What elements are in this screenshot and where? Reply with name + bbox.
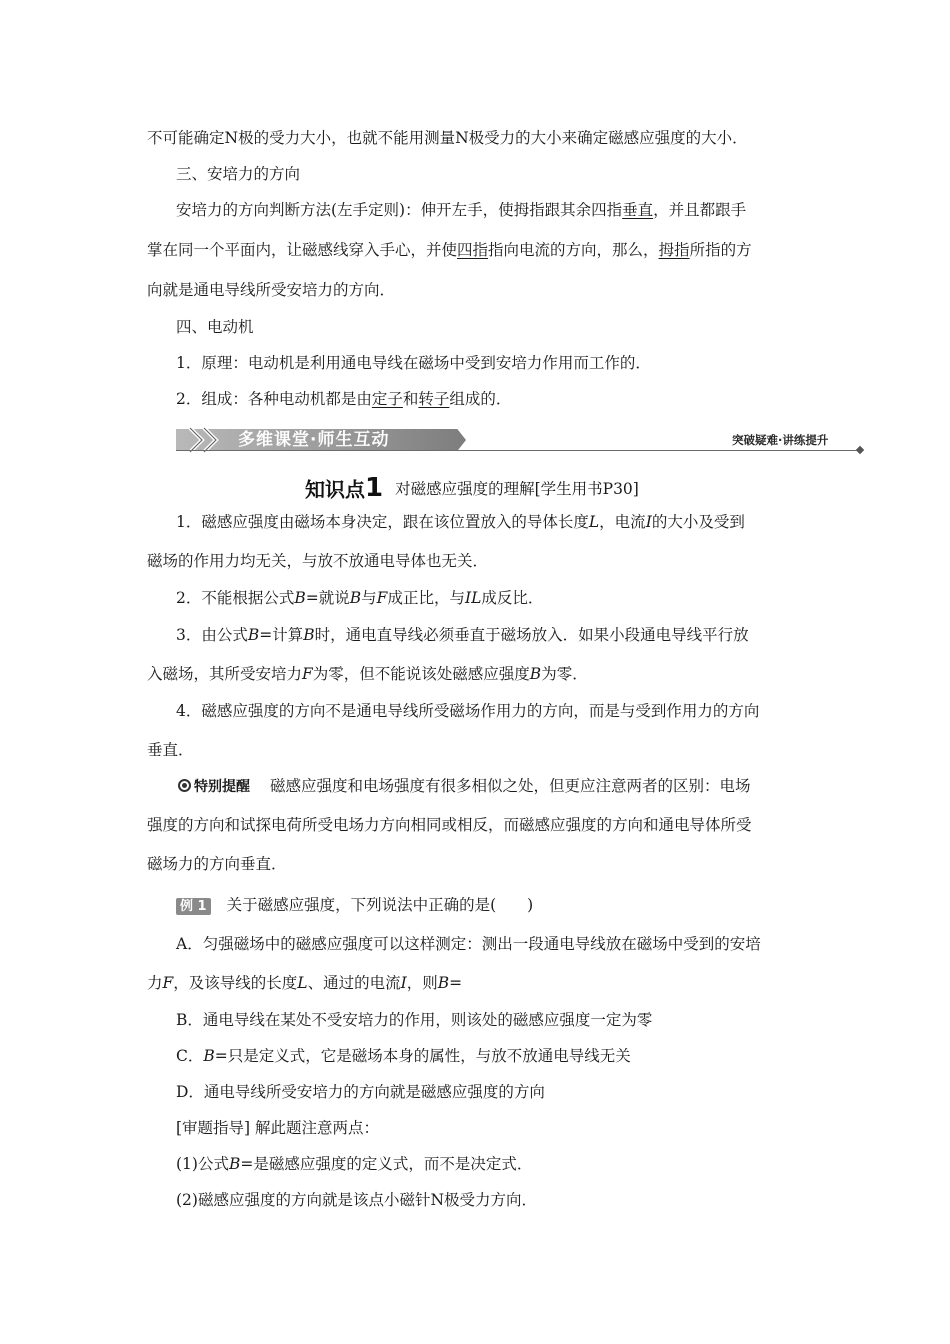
variable: B (228, 1155, 241, 1173)
text: 力 (147, 974, 163, 992)
text: 4．磁感应强度的方向不是通电导线所受磁场作用力的方向，而是与受到作用力的方向 (176, 702, 760, 720)
underlined-answer: 四指 (457, 241, 489, 259)
paragraph-line (0, 815, 950, 835)
text: 3．由公式 (176, 626, 248, 644)
guide-point (0, 1190, 950, 1210)
variable: B (349, 589, 362, 607)
option-b (0, 1010, 950, 1030)
text: 关于磁感应强度，下列说法中正确的是( ) (226, 896, 534, 914)
text: 磁场力的方向垂直． (147, 855, 287, 873)
text: ，电流 (599, 513, 646, 531)
variable: F (302, 665, 313, 683)
option-a (0, 934, 950, 954)
paragraph-line (0, 854, 950, 874)
heading-text: 三、安培力的方向 (176, 165, 301, 183)
section-banner (176, 425, 866, 455)
text: (2)磁感应强度的方向就是该点小磁针N极受力方向． (176, 1191, 538, 1209)
variable: B (247, 626, 260, 644)
text: = (449, 974, 463, 992)
text: 入磁场，其所受安培力 (147, 665, 303, 683)
section-heading-ampere-direction (0, 164, 950, 184)
tip-label: 特别提醒 (194, 779, 250, 795)
text: 成反比． (481, 589, 544, 607)
paragraph-line (0, 240, 950, 260)
example-badge: 例 1 (176, 898, 211, 915)
text: 所指的方 (689, 241, 752, 259)
paragraph-line (0, 588, 950, 608)
variable: B (203, 1047, 215, 1065)
text: 安培力的方向判断方法(左手定则)：伸开左手，使拇指跟其余四指 (176, 201, 623, 219)
example-question (0, 895, 950, 915)
text: =就说 (305, 589, 350, 607)
banner-title: 多维课堂·师生互动 (238, 430, 390, 450)
text: =计算 (259, 626, 304, 644)
text: 、通过的电流 (307, 974, 401, 992)
guide-heading (0, 1118, 950, 1138)
text: 与 (361, 589, 377, 607)
banner-divider (176, 450, 860, 451)
underlined-answer: 定子 (371, 390, 403, 408)
knowledge-point-title (305, 473, 639, 503)
text: 2．不能根据公式 (176, 589, 295, 607)
text: B．通电导线在某处不受安培力的作用，则该处的磁感应强度一定为零 (176, 1011, 653, 1029)
paragraph-line (0, 551, 950, 571)
variable: B (303, 626, 315, 644)
variable: B (529, 665, 542, 683)
variable: L (297, 974, 308, 992)
text: 2．组成：各种电动机都是由 (176, 390, 372, 408)
text: 不可能确定N极的受力大小，也就不能用测量N极受力的大小来确定磁感应强度的大小． (147, 129, 748, 147)
text: 垂直． (147, 741, 194, 759)
paragraph-line (0, 200, 950, 220)
paragraph-line (0, 512, 950, 532)
text: =只是定义式，它是磁场本身的属性，与放不放通电导线无关 (214, 1047, 631, 1065)
variable: F (162, 974, 174, 992)
paragraph-line (0, 740, 950, 760)
paragraph-line (0, 280, 950, 300)
text: 成正比，与 (387, 589, 465, 607)
special-tip (0, 776, 950, 797)
paragraph-line (0, 625, 950, 645)
paragraph-line (0, 701, 950, 721)
banner-subtitle: 突破疑难·讲练提升 (732, 433, 829, 447)
variable: I (400, 974, 407, 992)
text: 磁感应强度和电场强度有很多相似之处，但更应注意两者的区别：电场 (270, 777, 751, 795)
text: 时，通电直导线必须垂直于磁场放入．如果小段通电导线平行放 (314, 626, 749, 644)
text: 掌在同一个平面内，让磁感线穿入手心，并使 (147, 241, 458, 259)
text: (1)公式 (176, 1155, 229, 1173)
paragraph-line (0, 128, 950, 148)
text: [审题指导] 解此题注意两点： (176, 1119, 380, 1137)
option-a-continued (0, 973, 950, 993)
underlined-answer: 转子 (418, 390, 450, 408)
target-icon (178, 779, 191, 792)
text: ，则 (406, 974, 438, 992)
text: 1．磁感应强度由磁场本身决定，跟在该位置放入的导体长度 (176, 513, 589, 531)
text: 为零，但不能说该处磁感应强度 (312, 665, 530, 683)
text: 磁场的作用力均无关，与放不放通电导体也无关． (147, 552, 489, 570)
paragraph-line (0, 664, 950, 684)
variable: B (294, 589, 306, 607)
diamond-icon (856, 446, 864, 454)
text: A．匀强磁场中的磁感应强度可以这样测定：测出一段通电导线放在磁场中受到的安培 (176, 935, 761, 953)
list-item (0, 353, 950, 373)
variable: B (437, 974, 450, 992)
text: D．通电导线所受安培力的方向就是磁感应强度的方向 (176, 1083, 545, 1101)
list-item (0, 389, 950, 409)
option-d (0, 1082, 950, 1102)
guide-point (0, 1154, 950, 1174)
text: 的大小及受到 (651, 513, 745, 531)
section-heading-motor (0, 317, 950, 337)
text: ，并且都跟手 (653, 201, 747, 219)
knowledge-point-desc: 对磁感应强度的理解[学生用书P30] (395, 480, 639, 498)
option-c (0, 1046, 950, 1066)
text: 和 (402, 390, 419, 408)
text: 强度的方向和试探电荷所受电场力方向相同或相反，而磁感应强度的方向和通电导体所受 (147, 816, 752, 834)
text: 为零． (541, 665, 588, 683)
variable: L (588, 513, 600, 531)
knowledge-point-label: 知识点 (305, 477, 365, 502)
variable: IL (464, 589, 482, 607)
text: =是磁感应强度的定义式，而不是决定式． (240, 1155, 533, 1173)
text: 指向电流的方向，那么， (488, 241, 659, 259)
variable: F (376, 589, 388, 607)
heading-text: 四、电动机 (176, 318, 254, 336)
knowledge-point-number: 1 (365, 473, 384, 503)
underlined-answer: 拇指 (658, 241, 690, 259)
text: C． (176, 1047, 204, 1065)
text: 组成的． (449, 390, 512, 408)
text: ，及该导线的长度 (173, 974, 298, 992)
text: 向就是通电导线所受安培力的方向． (147, 281, 396, 299)
underlined-answer: 垂直 (622, 201, 654, 219)
variable: I (645, 513, 652, 531)
text: 1．原理：电动机是利用通电导线在磁场中受到安培力作用而工作的． (176, 354, 651, 372)
